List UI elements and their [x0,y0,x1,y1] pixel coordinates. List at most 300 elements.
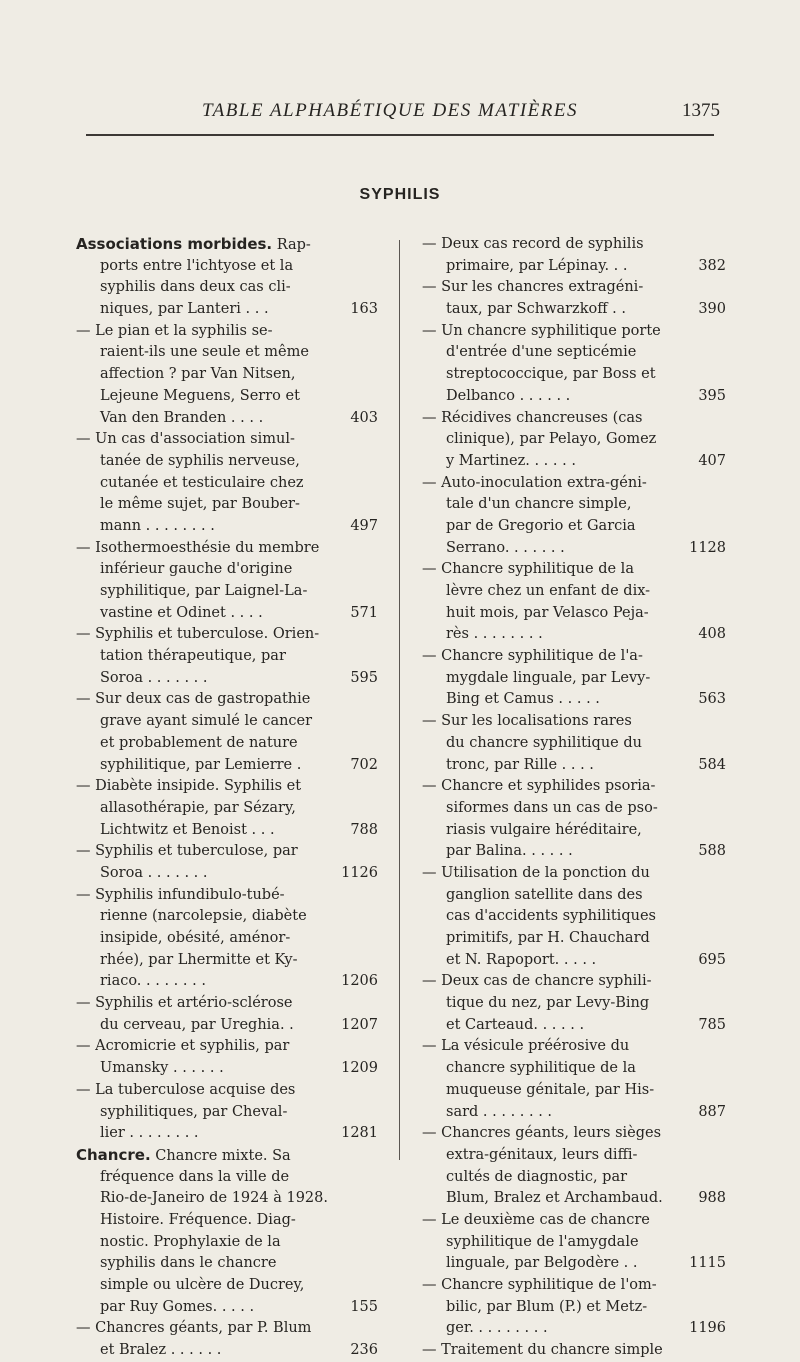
index-entry-text: Van den Branden . . . . [100,409,264,426]
page-reference: 382 [698,257,726,274]
page-reference: 988 [698,1190,726,1207]
index-line-text [100,1253,276,1275]
index-entry-text: et probablement de nature [100,734,298,751]
index-line [422,624,726,646]
index-line [76,1058,376,1080]
index-line [422,429,726,451]
index-entry-text: Soroa . . . . . . . [100,864,208,881]
index-line-text [100,299,269,321]
index-line-text [100,342,309,364]
index-headword: Chancre. [76,1145,151,1164]
index-line-text [446,906,656,928]
index-line-text [100,1102,287,1124]
index-line-text [446,1058,636,1080]
index-line-text [76,1318,311,1340]
index-line [76,299,376,321]
index-entry-text: — Isothermoesthésie du membre [76,539,320,556]
index-line-text [100,603,263,625]
index-line-text [446,668,650,690]
index-line-text [100,971,206,993]
index-line [76,711,376,733]
index-entry-text: cas d'accidents syphilitiques [446,908,656,925]
index-line-text [446,733,642,755]
index-line-text [422,1340,663,1362]
index-line-text [76,841,298,863]
index-entry-text: du chancre syphilitique du [446,734,642,751]
index-line [422,711,726,733]
index-line-text [446,993,649,1015]
left-column [76,234,376,1362]
index-line [422,386,726,408]
index-line-text [100,1275,304,1297]
index-line-text [446,1167,627,1189]
index-line-text [100,1123,199,1145]
index-line-text [422,776,655,798]
index-entry-text: nostic. Prophylaxie de la [100,1233,281,1250]
page-reference: 155 [350,1298,378,1315]
index-line [422,820,726,842]
index-line-text [76,1080,295,1102]
index-line [76,1123,376,1145]
index-line-text [100,559,292,581]
index-line-text [76,321,273,343]
index-line [422,538,726,560]
page-reference: 1209 [341,1060,378,1077]
index-line-text [446,928,650,950]
index-line [422,494,726,516]
page-number: 1375 [682,100,720,121]
index-line [422,863,726,885]
index-line-text [76,538,319,560]
index-entry-text: cutanée et testiculaire chez [100,474,304,491]
index-line [422,1275,726,1297]
index-line [422,277,726,299]
index-line [422,798,726,820]
page-reference: 1207 [341,1016,378,1033]
index-line-text [446,798,658,820]
index-line-text [100,1167,289,1189]
index-entry-text: Blum, Bralez et Archambaud. [446,1190,663,1207]
index-entry-text: Delbanco . . . . . . [446,387,571,404]
index-line-text [446,624,543,646]
index-line [422,473,726,495]
index-line-text [422,234,644,256]
index-line [422,321,726,343]
index-line-text [446,364,656,386]
index-line-text [100,928,290,950]
index-line [76,538,376,560]
index-entry-text: rhée), par Lhermitte et Ky- [100,951,298,968]
index-entry-text: rienne (narcolepsie, diabète [100,908,307,925]
index-line [76,885,376,907]
page-reference: 163 [350,301,378,318]
page-reference: 584 [698,756,726,773]
page-reference: 1126 [341,864,378,881]
index-line-text [100,1210,296,1232]
index-line [76,1188,376,1210]
index-entry-text: primitifs, par H. Chauchard [446,930,650,946]
index-entry-text: — Syphilis et tuberculose, par [76,843,298,860]
index-line [422,1058,726,1080]
index-line [422,516,726,538]
index-line-text [100,581,307,603]
index-entry-text: muqueuse génitale, par His- [446,1081,655,1098]
index-line-text [446,299,626,321]
index-line-text [100,646,286,668]
index-line-text [100,755,301,777]
page-reference: 395 [698,387,726,404]
index-line-text [446,451,576,473]
index-entry-text: — La tuberculose acquise des [76,1081,296,1098]
index-line [76,906,376,928]
index-line-text [446,1102,552,1124]
index-line [422,689,726,711]
index-line [76,993,376,1015]
index-line [76,689,376,711]
index-line-text [446,841,573,863]
index-entry-text: par Ruy Gomes. . . . . [100,1298,255,1315]
index-line [76,1232,376,1254]
index-entry-text: ports entre l'ichtyose et la [100,257,294,274]
page-reference: 1196 [689,1320,726,1337]
index-line-text [76,993,292,1015]
index-line [76,755,376,777]
right-column [422,234,726,1362]
index-line-text [76,689,310,711]
page-reference: 695 [698,951,726,968]
index-line-text [422,277,643,299]
page-reference: 403 [350,409,378,426]
index-line [76,408,376,430]
index-line [422,603,726,625]
index-line-text [446,1253,637,1275]
index-line-text [422,1275,657,1297]
index-line-text [446,1297,647,1319]
index-line [422,668,726,690]
index-entry-text: tanée de syphilis nerveuse, [100,452,300,469]
index-line-text [100,1015,294,1037]
index-line-text [422,321,661,343]
index-line [76,559,376,581]
index-line-text [422,1036,629,1058]
index-entry-text: — Auto-inoculation extra-géni- [422,474,647,491]
index-entry-text: — Le deuxième cas de chancre [422,1211,650,1228]
index-line [422,364,726,386]
index-line [422,755,726,777]
page-reference: 887 [698,1103,726,1120]
index-line [76,841,376,863]
index-entry-text: sard . . . . . . . . [446,1103,553,1120]
index-line-text [446,494,631,516]
index-line [422,971,726,993]
index-entry-text: — Chancres géants, leurs sièges [422,1125,662,1142]
index-line [422,234,726,256]
index-line [76,581,376,603]
index-line [76,342,376,364]
index-line [76,1036,376,1058]
index-entry-text: linguale, par Belgodère . . [446,1255,638,1272]
index-line-text [446,1145,637,1167]
index-line [76,603,376,625]
index-line [76,1340,376,1362]
index-line-text [100,494,300,516]
index-line [76,733,376,755]
index-entry-text: Rio-de-Janeiro de 1924 à 1928. [100,1190,328,1207]
index-entry-text: — Syphilis et artério-sclérose [76,995,293,1012]
index-line [422,1253,726,1275]
index-entry-text: — Chancre syphilitique de l'a- [422,648,643,665]
page-reference: 702 [350,756,378,773]
index-line [422,1015,726,1037]
index-line-text [76,234,311,257]
index-entry-text: — Récidives chancreuses (cas [422,409,643,426]
page-reference: 1115 [689,1255,726,1272]
index-line [422,342,726,364]
index-entry-text: insipide, obésité, aménor- [100,930,291,946]
index-line-text [76,624,319,646]
index-entry-text: mann . . . . . . . . [100,517,215,534]
index-line-text [100,1058,224,1080]
index-entry-text: et N. Rapoport. . . . . [446,951,597,968]
index-line-text [100,364,296,386]
index-entry-text: syphilitique, par Laignel-La- [100,583,308,599]
index-entry-text: — Deux cas de chancre syphili- [422,973,652,990]
index-line-text [446,1232,639,1254]
header-title: TABLE ALPHABÉTIQUE DES MATIÈRES [202,100,578,121]
index-entry-text: par Balina. . . . . . [446,843,573,860]
index-entry-text: ganglion satellite dans des [446,886,643,903]
index-line-text [76,1036,289,1058]
index-line [76,516,376,538]
index-entry-text: — Diabète insipide. Syphilis et [76,778,302,795]
index-entry-text: — Chancre syphilitique de la [422,561,634,578]
index-entry-text: et Bralez . . . . . . [100,1342,222,1359]
index-line-text [422,473,647,495]
index-line-text [100,516,215,538]
index-entry-text: Rap- [272,237,311,253]
index-entry-text: syphilis dans deux cas cli- [100,279,291,296]
page-reference: 390 [698,301,726,318]
index-line [76,321,376,343]
index-line [422,451,726,473]
index-line-text [422,1210,650,1232]
column-divider [399,240,400,1160]
index-line-text [100,386,300,408]
index-line [76,776,376,798]
page-reference: 408 [698,626,726,643]
index-headword: Associations morbides. [76,235,273,253]
index-line-text [446,342,636,364]
index-line [422,1297,726,1319]
index-entry-text: et Carteaud. . . . . . [446,1016,585,1033]
index-line [422,928,726,950]
index-line-text [100,1232,281,1254]
index-entry-text: huit mois, par Velasco Peja- [446,604,649,621]
index-line-text [422,711,632,733]
index-entry-text: Lichtwitz et Benoist . . . [100,821,275,838]
index-entry-text: ger. . . . . . . . . [446,1320,548,1337]
index-line-text [100,473,304,495]
index-entry-text: par de Gregorio et Garcia [446,517,636,534]
page-reference: 788 [350,821,378,838]
index-entry-text: — Un chancre syphilitique porte [422,322,661,339]
index-entry-text: rès . . . . . . . . [446,626,543,643]
index-entry-text: mygdale linguale, par Levy- [446,669,651,686]
index-line-text [100,1340,221,1362]
index-entry-text: raient-ils une seule et même [100,344,309,361]
index-line-text [446,581,650,603]
index-entry-text: affection ? par Van Nitsen, [100,366,296,383]
index-line-text [446,820,642,842]
index-line [422,950,726,972]
index-entry-text: riasis vulgaire héréditaire, [446,821,642,838]
index-line [76,494,376,516]
index-entry-text: vastine et Odinet . . . . [100,604,263,621]
index-entry-text: syphilitique de l'amygdale [446,1233,639,1250]
index-entry-text: inférieur gauche d'origine [100,561,293,578]
index-line [422,733,726,755]
index-entry-text: le même sujet, par Bouber- [100,496,300,513]
index-entry-text: simple ou ulcère de Ducrey, [100,1277,305,1293]
index-line [422,1318,726,1340]
index-entry-text: Lejeune Meguens, Serro et [100,387,300,404]
index-line [422,1036,726,1058]
index-entry-text: extra-génitaux, leurs diffi- [446,1146,638,1163]
index-line [76,473,376,495]
index-line-text [446,516,636,538]
index-line [422,581,726,603]
index-line [422,559,726,581]
index-line [76,256,376,278]
page-reference: 236 [350,1342,378,1359]
index-line [76,1145,376,1167]
index-line-text [100,711,312,733]
index-line-text [76,1145,291,1168]
index-line [76,928,376,950]
index-line-text [446,538,565,560]
index-line [76,971,376,993]
index-line-text [76,429,295,451]
index-entry-text: Umansky . . . . . . [100,1060,224,1077]
index-entry-text: allasothérapie, par Sézary, [100,799,296,816]
header-rule [86,134,714,136]
index-line-text [446,429,656,451]
index-line-text [100,733,298,755]
index-line [422,993,726,1015]
index-line-text [100,1188,328,1210]
index-line-text [100,906,307,928]
index-line [76,234,376,256]
index-entry-text: — Sur les localisations rares [422,713,632,730]
index-line-text [422,971,651,993]
index-entry-text: d'entrée d'une septicémie [446,344,637,361]
index-line-text [100,1297,254,1319]
index-line [422,1210,726,1232]
index-entry-text: cultés de diagnostic, par [446,1168,628,1185]
index-line [422,885,726,907]
index-line-text [446,386,570,408]
index-entry-text: syphilis dans le chancre [100,1255,277,1272]
index-line [422,1123,726,1145]
index-line [422,776,726,798]
index-line-text [446,755,594,777]
index-line [422,1080,726,1102]
index-line-text [422,1123,661,1145]
index-line [76,1297,376,1319]
index-entry-text: riaco. . . . . . . . [100,973,206,990]
page-reference: 571 [350,604,378,621]
index-line-text [100,820,275,842]
index-line [422,299,726,321]
index-line-text [100,408,263,430]
index-entry-text: siformes dans un cas de pso- [446,799,658,816]
page-reference: 785 [698,1016,726,1033]
index-entry-text: — La vésicule préérosive du [422,1038,630,1055]
index-entry-text: clinique), par Pelayo, Gomez [446,431,657,448]
index-line-text [100,863,208,885]
running-header [80,100,720,128]
index-line-text [446,1318,548,1340]
index-line-text [422,863,650,885]
index-line-text [446,885,643,907]
index-line-text [100,451,300,473]
index-entry-text: tation thérapeutique, par [100,648,286,665]
index-line [76,429,376,451]
index-line-text [422,408,642,430]
index-line [76,1080,376,1102]
index-line [422,1188,726,1210]
page-reference: 1128 [689,539,726,556]
index-entry-text: Chancre mixte. Sa [150,1147,291,1164]
index-entry-text: streptococcique, par Boss et [446,366,656,383]
index-entry-text: primaire, par Lépinay. . . [446,257,628,274]
index-line [422,1340,726,1362]
index-line-text [100,277,291,299]
index-line [422,1232,726,1254]
page-reference: 1281 [341,1125,378,1142]
index-line-text [100,256,293,278]
index-line [76,863,376,885]
index-line-text [446,950,596,972]
index-line [76,1253,376,1275]
index-entry-text: — Syphilis et tuberculose. Orien- [76,626,320,643]
page-reference: 1206 [341,973,378,990]
page-reference: 497 [350,517,378,534]
index-line-text [446,689,600,711]
index-line-text [100,950,298,972]
index-line-text [446,1080,654,1102]
page-reference: 588 [698,843,726,860]
page-reference: 563 [698,691,726,708]
index-line-text [76,885,285,907]
index-entry-text: — Syphilis infundibulo-tubé- [76,886,285,903]
index-line-text [446,603,649,625]
index-line [76,277,376,299]
index-entry-text: lier . . . . . . . . [100,1125,199,1142]
index-entry-text: — Sur les chancres extragéni- [422,279,644,296]
index-entry-text: Serrano. . . . . . . [446,539,565,556]
index-entry-text: lèvre chez un enfant de dix- [446,583,651,599]
index-line [76,451,376,473]
section-title: SYPHILIS [359,186,441,203]
index-line-text [422,559,634,581]
index-entry-text: — Chancre syphilitique de l'om- [422,1277,657,1293]
index-entry-text: y Martinez. . . . . . [446,452,576,469]
index-entry-text: du cerveau, par Ureghia. . [100,1016,294,1033]
index-entry-text: chancre syphilitique de la [446,1060,636,1077]
index-line [76,1318,376,1340]
index-line [76,624,376,646]
